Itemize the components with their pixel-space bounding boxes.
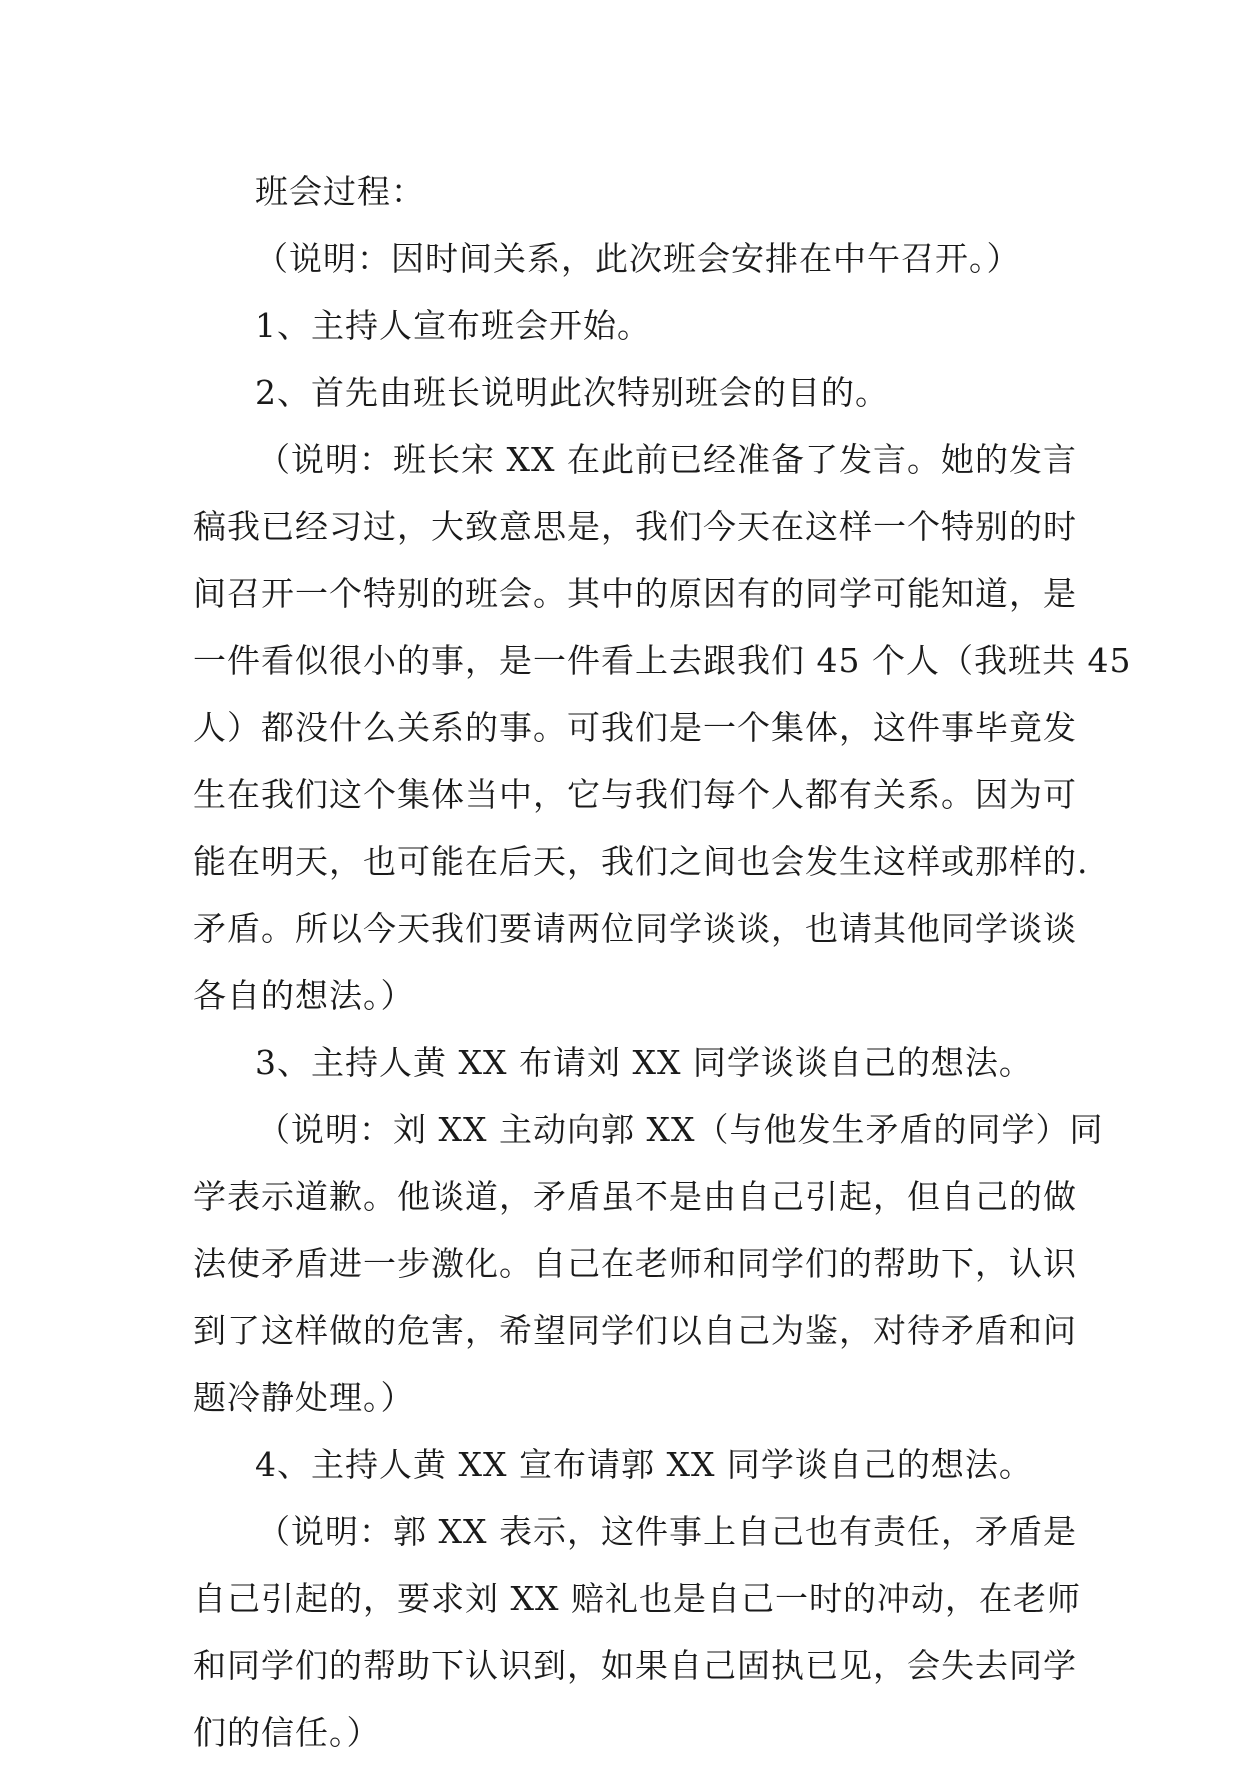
- note-line: 到了这样做的危害，希望同学们以自己为鉴，对待矛盾和问: [193, 1311, 1077, 1350]
- note-line: 间召开一个特别的班会。其中的原因有的同学可能知道，是: [193, 574, 1077, 613]
- note-line: 和同学们的帮助下认识到，如果自己固执已见，会失去同学: [193, 1646, 1077, 1685]
- note-line: 稿我已经习过，大致意思是，我们今天在这样一个特别的时: [193, 507, 1077, 546]
- note-line: 矛盾。所以今天我们要请两位同学谈谈，也请其他同学谈谈: [193, 909, 1077, 948]
- note-line: 自己引起的，要求刘 XX 赔礼也是自己一时的冲动，在老师: [193, 1579, 1081, 1618]
- step-line: 2、首先由班长说明此次特别班会的目的。: [255, 373, 889, 412]
- document-body: [193, 158, 1132, 1766]
- note-line: 生在我们这个集体当中，它与我们每个人都有关系。因为可: [193, 775, 1077, 814]
- note-line: 能在明天，也可能在后天，我们之间也会发生这样或那样的.: [193, 842, 1089, 881]
- section-heading: 班会过程：: [255, 172, 425, 211]
- note-line: （说明：刘 XX 主动向郭 XX（与他发生矛盾的同学）同: [257, 1110, 1104, 1149]
- note-line: 题冷静处理。）: [193, 1378, 415, 1417]
- note-line: 各自的想法。）: [193, 976, 415, 1015]
- note-line: （说明：因时间关系，此次班会安排在中午召开。）: [255, 239, 1021, 278]
- note-line: （说明：班长宋 XX 在此前已经准备了发言。她的发言: [257, 440, 1077, 479]
- note-line: 们的信任。）: [193, 1713, 381, 1752]
- step-line: 4、主持人黄 XX 宣布请郭 XX 同学谈自己的想法。: [255, 1445, 1033, 1484]
- note-line: 人）都没什么关系的事。可我们是一个集体，这件事毕竟发: [193, 708, 1077, 747]
- note-line: （说明：郭 XX 表示，这件事上自己也有责任，矛盾是: [257, 1512, 1077, 1551]
- note-line: 一件看似很小的事，是一件看上去跟我们 45 个人（我班共 45: [193, 641, 1132, 680]
- note-line: 学表示道歉。他谈道，矛盾虽不是由自己引起，但自己的做: [193, 1177, 1077, 1216]
- step-line: 1、主持人宣布班会开始。: [255, 306, 651, 345]
- step-line: 3、主持人黄 XX 布请刘 XX 同学谈谈自己的想法。: [255, 1043, 1033, 1082]
- note-line: 法使矛盾进一步激化。自己在老师和同学们的帮助下，认识: [193, 1244, 1077, 1283]
